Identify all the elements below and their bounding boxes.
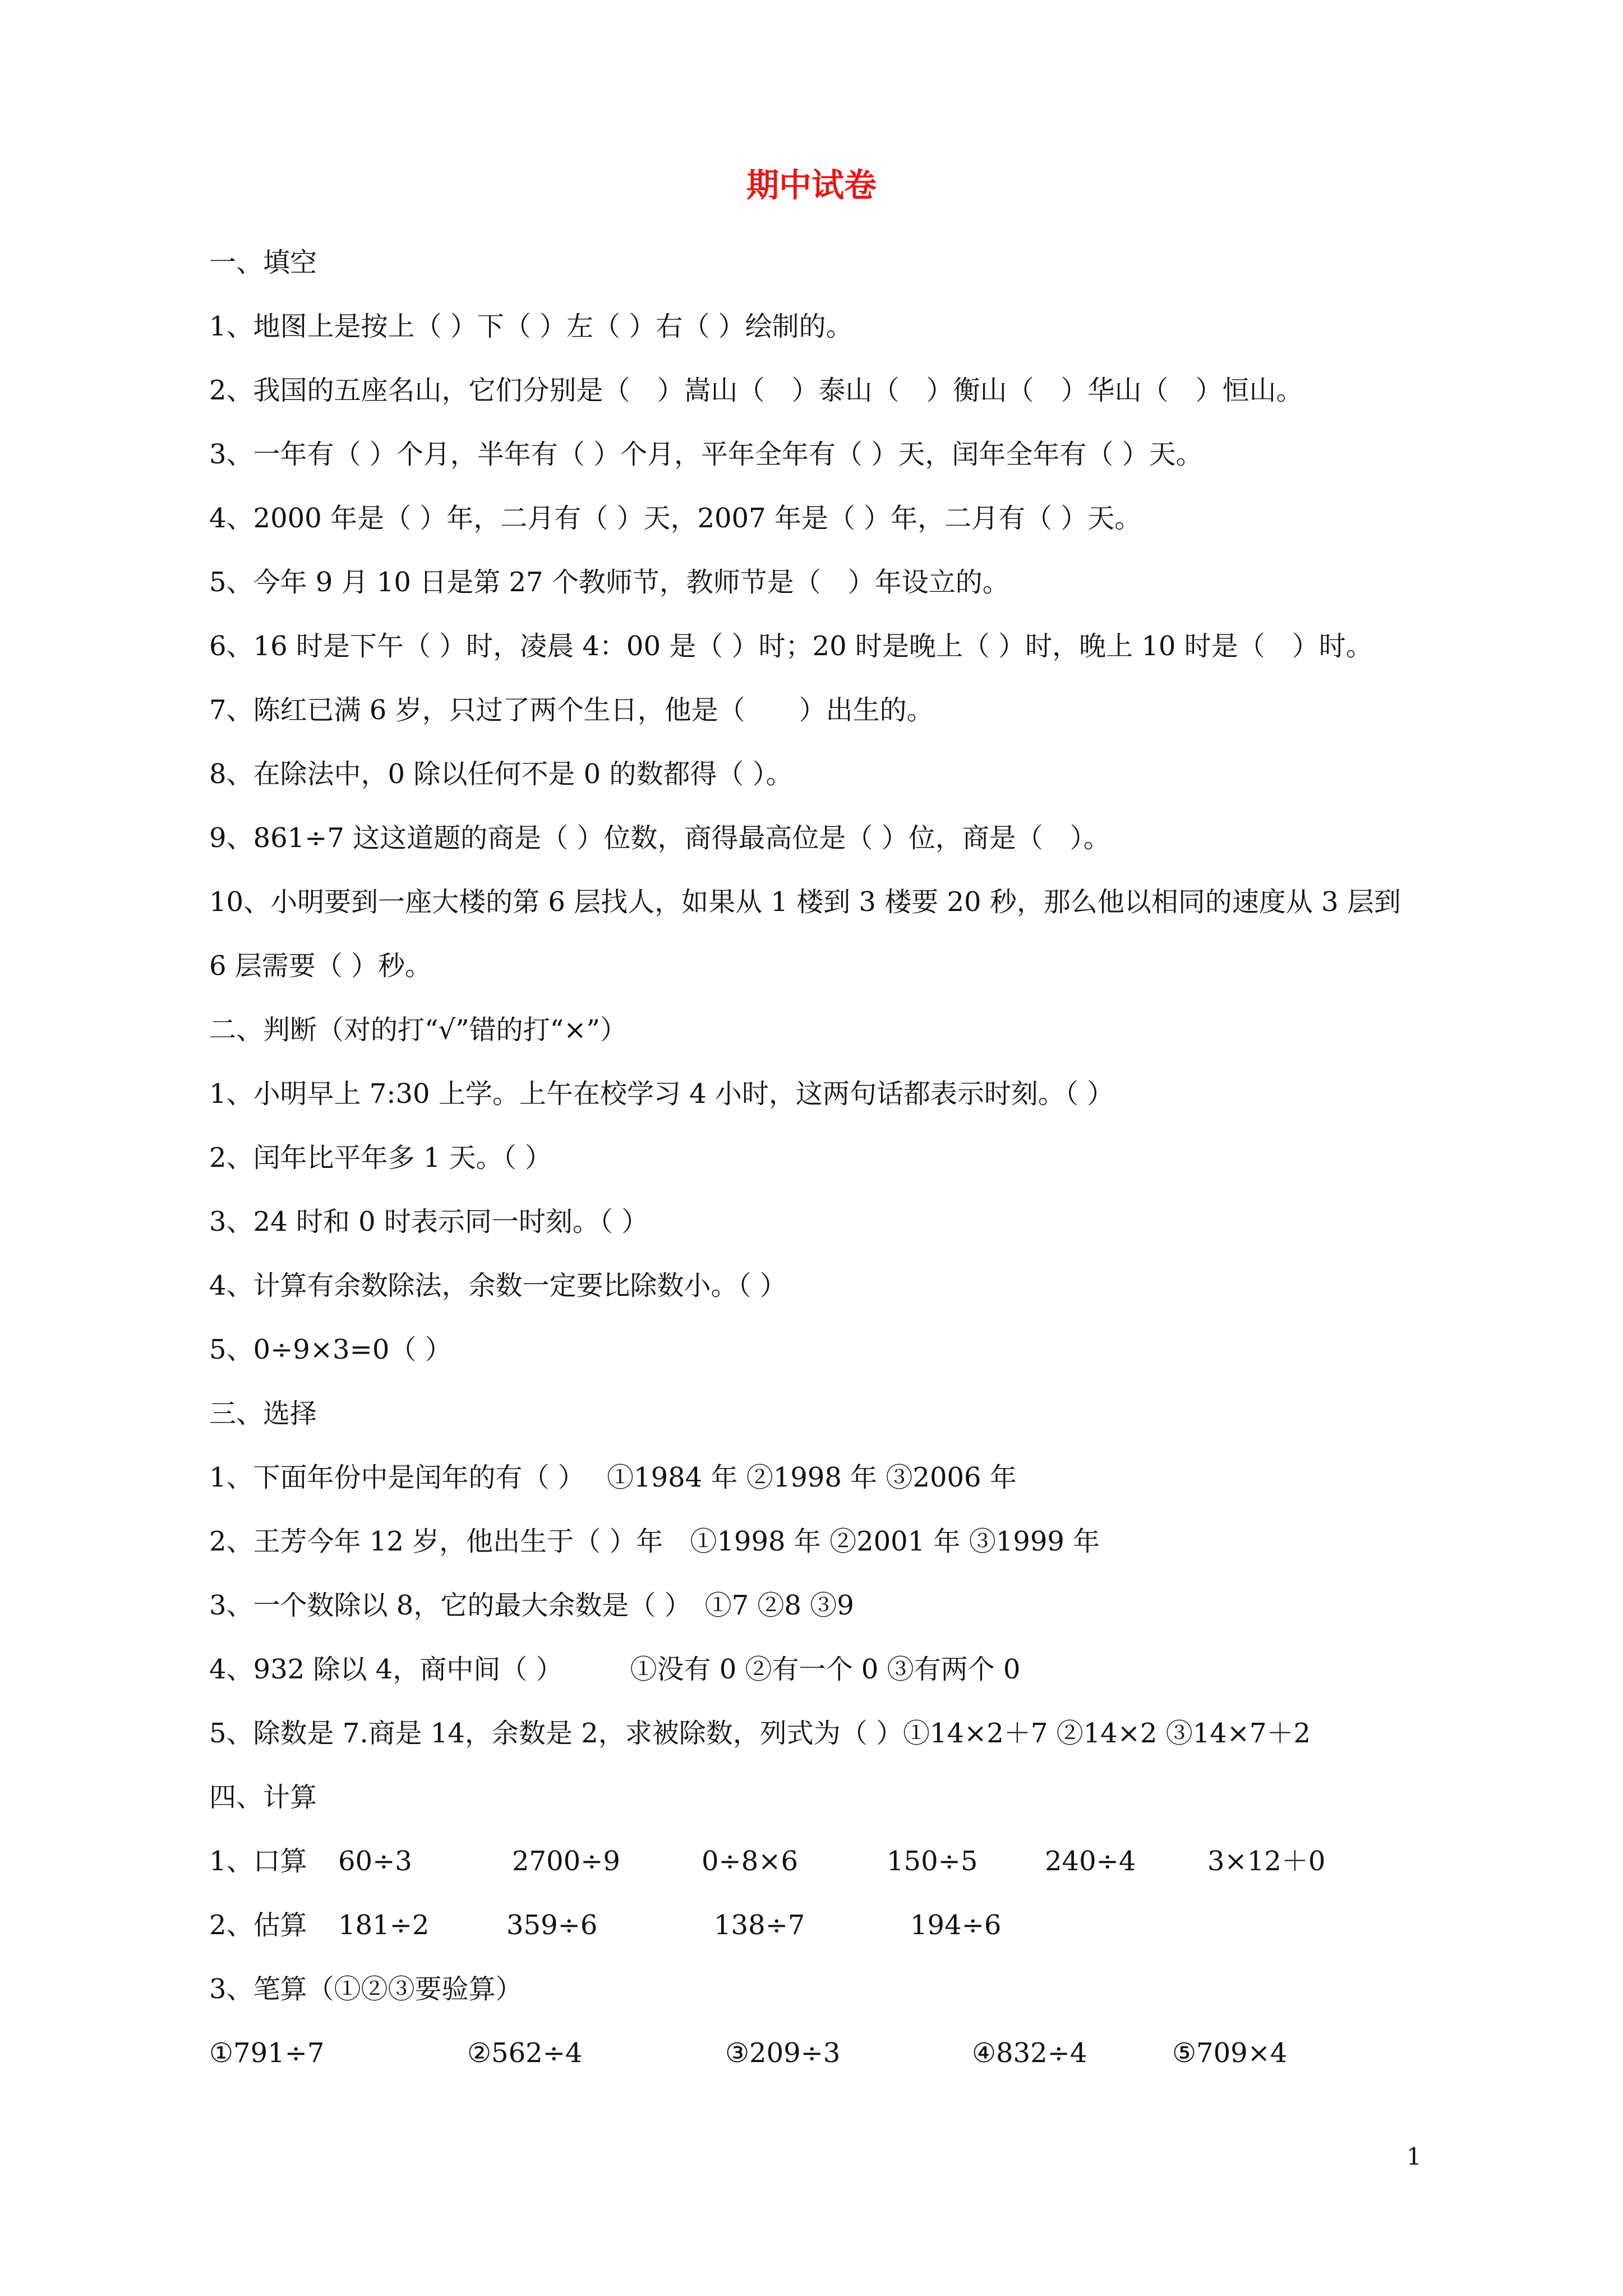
oral-calculation-item: 240÷4 <box>1045 1846 1136 1877</box>
section-4-heading: 四、计算 <box>209 1782 317 1813</box>
fill-question-10-line-2: 6 层需要（ ）秒。 <box>209 950 432 982</box>
fill-question-5: 5、今年 9 月 10 日是第 27 个教师节，教师节是（ ）年设立的。 <box>209 567 1009 598</box>
written-calculation-label: 3、笔算（①②③要验算） <box>209 1973 523 2005</box>
fill-question-8: 8、在除法中，0 除以任何不是 0 的数都得（ ）。 <box>209 758 793 790</box>
written-calculation-item: ⑤709×4 <box>1172 2037 1288 2069</box>
oral-calculation-item: 150÷5 <box>887 1846 978 1877</box>
estimate-item: 359÷6 <box>506 1910 598 1941</box>
oral-calculation-label: 1、口算 <box>209 1846 307 1877</box>
choice-question-4: 4、932 除以 4，商中间（ ） ①没有 0 ②有一个 0 ③有两个 0 <box>209 1654 1021 1685</box>
judge-question-5: 5、0÷9×3=0（ ） <box>209 1334 452 1365</box>
judge-question-4: 4、计算有余数除法，余数一定要比除数小。（ ） <box>209 1270 787 1301</box>
choice-question-5: 5、除数是 7.商是 14，余数是 2，求被除数，列式为（ ）①14×2＋7 ②14×2 ③14×7＋2 <box>209 1718 1311 1749</box>
estimate-label: 2、估算 <box>209 1910 307 1941</box>
fill-question-3: 3、一年有（ ）个月，半年有（ ）个月，平年全年有（ ）天，闰年全年有（ ）天。 <box>209 439 1203 470</box>
written-calculation-item: ④832÷4 <box>972 2037 1087 2069</box>
fill-question-2: 2、我国的五座名山，它们分别是（ ）嵩山（ ）泰山（ ）衡山（ ）华山（ ）恒山。 <box>209 375 1303 406</box>
written-calculation-item: ②562÷4 <box>467 2037 583 2069</box>
fill-question-7: 7、陈红已满 6 岁，只过了两个生日，他是（ ）出生的。 <box>209 694 934 726</box>
judge-question-3: 3、24 时和 0 时表示同一时刻。（ ） <box>209 1206 649 1237</box>
estimate-item: 194÷6 <box>910 1910 1002 1941</box>
oral-calculation-item: 2700÷9 <box>512 1846 620 1877</box>
oral-calculation-item: 3×12＋0 <box>1207 1846 1326 1877</box>
judge-question-2: 2、闰年比平年多 1 天。（ ） <box>209 1142 552 1174</box>
estimate-item: 138÷7 <box>714 1910 805 1941</box>
fill-question-10-line-1: 10、小明要到一座大楼的第 6 层找人，如果从 1 楼到 3 楼要 20 秒，那么他以相同的速度从 3 层到 <box>209 886 1401 918</box>
judge-question-1: 1、小明早上 7:30 上学。上午在校学习 4 小时，这两句话都表示时刻。（ ） <box>209 1078 1114 1110</box>
written-calculation-item: ③209÷3 <box>725 2037 841 2069</box>
estimate-row <box>209 1906 1443 1945</box>
fill-question-4: 4、2000 年是（ ）年，二月有（ ）天，2007 年是（ ）年，二月有（ ）天。 <box>209 503 1142 534</box>
choice-question-2: 2、王芳今年 12 岁，他出生于（ ）年 ①1998 年 ②2001 年 ③1999 年 <box>209 1526 1100 1557</box>
written-calculation-item: ①791÷7 <box>209 2037 325 2069</box>
fill-question-1: 1、地图上是按上（ ）下（ ）左（ ）右（ ）绘制的。 <box>209 311 853 342</box>
written-calculation-row <box>209 2033 1443 2073</box>
fill-question-6: 6、16 时是下午（ ）时，凌晨 4：00 是（ ）时；20 时是晚上（ ）时，晚上 10 时是（ ）时。 <box>209 631 1373 662</box>
choice-question-3: 3、一个数除以 8，它的最大余数是（ ） ①7 ②8 ③9 <box>209 1590 854 1621</box>
page-number: 1 <box>1407 2143 1422 2170</box>
section-1-heading: 一、填空 <box>209 247 317 278</box>
oral-calculation-item: 0÷8×6 <box>702 1846 799 1877</box>
fill-question-9: 9、861÷7 这这道题的商是（ ）位数，商得最高位是（ ）位，商是（ ）。 <box>209 822 1110 854</box>
estimate-item: 181÷2 <box>338 1910 430 1941</box>
oral-calculation-item: 60÷3 <box>338 1846 412 1877</box>
section-2-heading: 二、判断（对的打“√”错的打“×”） <box>209 1014 627 1046</box>
choice-question-1: 1、下面年份中是闰年的有（ ） ①1984 年 ②1998 年 ③2006 年 <box>209 1462 1017 1493</box>
section-3-heading: 三、选择 <box>209 1398 317 1429</box>
oral-calculation-row <box>209 1842 1443 1881</box>
exam-title: 期中试卷 <box>746 166 877 204</box>
